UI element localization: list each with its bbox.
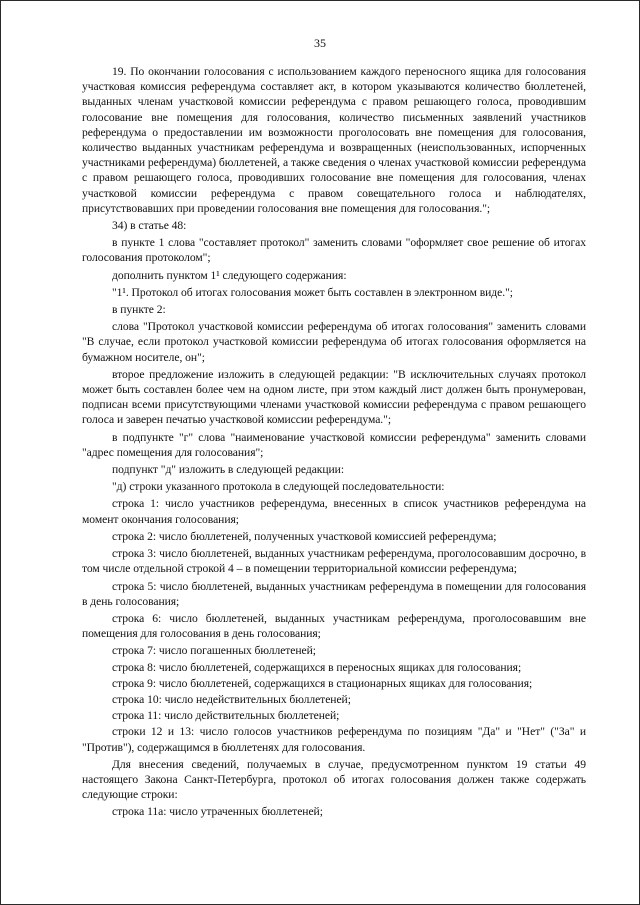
paragraph: 34) в статье 48: [112,219,187,233]
paragraph: второе предложение изложить в следующей редакции: "В исключительных случаях протокол может быть составлен более чем на одном листе, при этом каждый лист должен быть пронумерован, подписан всеми присутствующими членами участковой комиссии референдума с правом решающего голоса и заверен печатью участковой комиссии референдума."; [82,367,586,427]
paragraph: строки 12 и 13: число голосов участников референдума по позициям "Да" и "Нет" ("За" и "Против"), содержащимся в бюллетенях для голосования. [82,725,586,754]
paragraph: строка 11: число действительных бюллетеней; [112,709,340,723]
paragraph: "д) строки указанного протокола в следующей последовательности: [112,480,445,494]
paragraph: строка 6: число бюллетеней, выданных участникам референдума, проголосовавшим вне помещения для голосования в день голосования; [82,611,586,641]
paragraph: строка 8: число бюллетеней, содержащихся в переносных ящиках для голосования; [112,660,522,674]
page-number: 35 [314,36,326,50]
paragraph: подпункт "д" изложить в следующей редакции: [112,463,345,477]
paragraph: строка 2: число бюллетеней, полученных участковой комиссией референдума; [112,529,497,543]
paragraph: в подпункте "г" слова "наименование участковой комиссии референдума" заменить словами "адрес помещения для голосования"; [82,430,586,459]
paragraph: Для внесения сведений, получаемых в случае, предусмотренном пунктом 19 статьи 49 настоящего Закона Санкт-Петербурга, протокол об итогах голосования должен также содержать следующие строки: [82,757,586,802]
paragraph: в пункте 1 слова "составляет протокол" заменить словами "оформляет свое решение об итогах голосования протоколом"; [82,236,586,265]
paragraph: 19. По окончании голосования с использованием каждого переносного ящика для голосования участковая комиссия референдума составляет акт, в котором указываются количество бюллетеней, выданных членам участковой комиссии референдума с правом решающего голоса, проводившим голосование вне помещения для голосования, количество письменных заявлений участников референдума о предоставлении им возможности проголосовать вне помещения для голосования, количество выданных участникам референдума и возвращенных (неиспользованных, испорченных участниками референдума) бюллетеней, а также сведения о членах участковой комиссии референдума с правом решающего голоса, проводивших голосование вне помещения для голосования, членах участковой комиссии референдума с правом совещательного голоса и наблюдателях, присутствовавших при проведении голосования вне помещения для голосования."; [82,65,586,215]
paragraph: строка 10: число недействительных бюллетеней; [112,692,351,706]
paragraph: дополнить пунктом 1¹ следующего содержания: [112,268,347,282]
paragraph: строка 11а: число утраченных бюллетеней; [112,805,323,819]
paragraph: "1¹. Протокол об итогах голосования может быть составлен в электронном виде."; [112,285,513,299]
document-body [82,64,586,822]
paragraph: строка 1: число участников референдума, внесенных в список участников референдума на момент окончания голосования; [82,497,586,526]
paragraph: строка 5: число бюллетеней, выданных участникам референдума в помещении для голосования в день голосования; [82,579,586,608]
paragraph: слова "Протокол участковой комиссии референдума об итогах голосования" заменить словами "В случае, если протокол участковой комиссии референдума об итогах голосования оформляется на бумажном носителе, он"; [82,320,586,364]
paragraph: строка 9: число бюллетеней, содержащихся в стационарных ящиках для голосования; [112,676,533,690]
paragraph: в пункте 2: [112,303,166,317]
paragraph: строка 3: число бюллетеней, выданных участникам референдума, проголосовавшим досрочно, в том числе отдельной строкой 4 – в помещении территориальной комиссии референдума; [82,547,586,576]
paragraph: строка 7: число погашенных бюллетеней; [112,644,316,658]
